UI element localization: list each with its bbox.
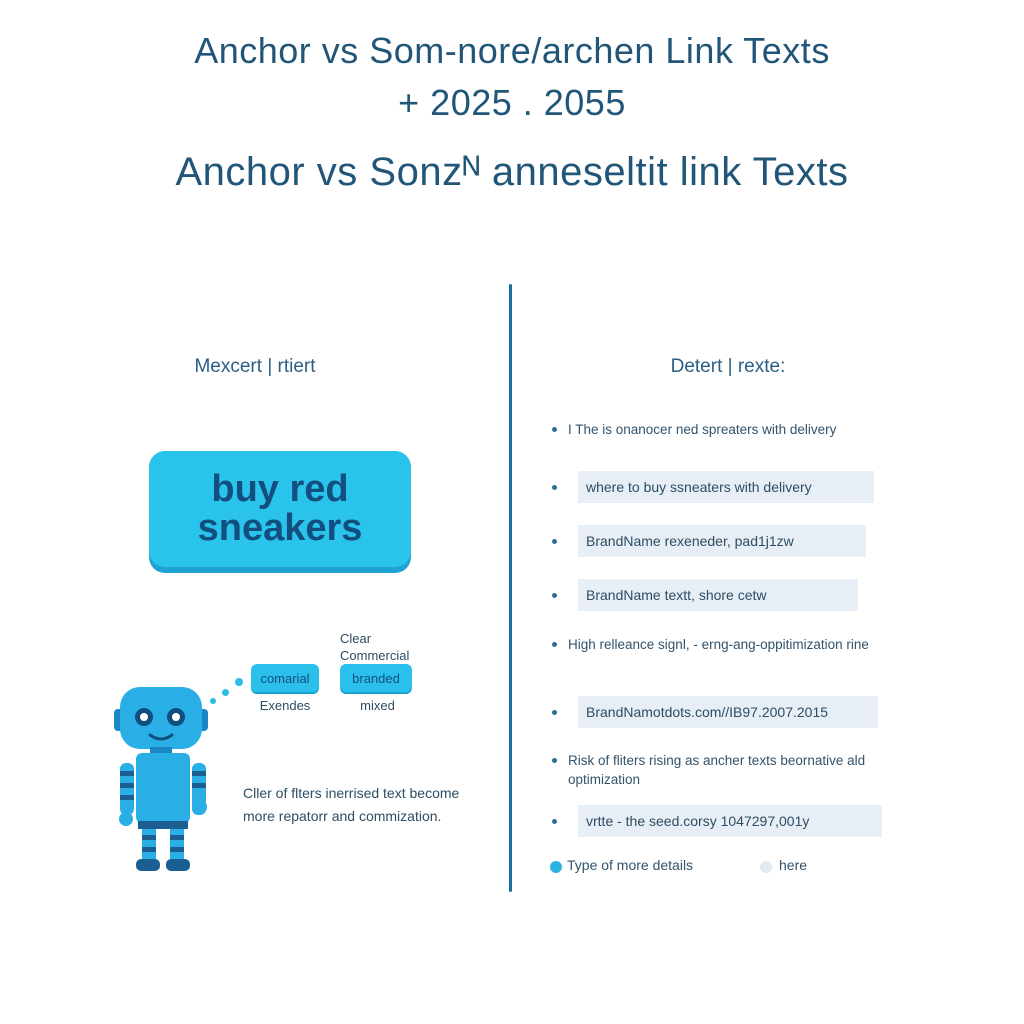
list-item-text: High relleance signl, - erng-ang-oppitimization rine <box>568 637 869 652</box>
legend-dot-here <box>760 861 772 873</box>
list-item-text: Risk of fliters rising as ancher texts beornative ald optimization <box>568 753 866 787</box>
bullet-icon <box>552 593 557 598</box>
tag-branded <box>340 664 412 692</box>
page-title-line-1: Anchor vs Som-nore/archen Link Texts <box>194 30 830 71</box>
bullet-icon <box>552 642 557 647</box>
bullet-icon <box>552 819 557 824</box>
right-column-heading: Detert | rexte: <box>670 356 786 377</box>
anchor-example-chip: where to buy ssneaters with delivery <box>578 471 874 503</box>
anchor-example-chip: BrandName rexeneder, pad1j1zw <box>578 525 866 557</box>
left-note-text: Cller of flters inerrised text become more repatorr and commization. <box>243 785 460 824</box>
list-item-text: I The is onanocer ned spreaters with delivery <box>568 422 837 437</box>
thought-dot <box>222 689 229 696</box>
page-title-years: + 2025 . 2055 <box>398 82 626 123</box>
anchor-text-example-label: buy red sneakers <box>197 468 363 549</box>
anchor-text-example-button <box>149 451 411 567</box>
tag-branded-sublabel: mixed <box>360 698 395 713</box>
legend-label-details: Type of more details <box>567 857 694 873</box>
tag-commercial-sublabel: Exendes <box>259 698 311 713</box>
thought-dot <box>235 678 243 686</box>
bullet-icon <box>552 758 557 763</box>
bullet-icon <box>552 427 557 432</box>
thought-dot <box>210 698 216 704</box>
legend-label-here: here <box>779 857 808 873</box>
bullet-icon <box>552 710 557 715</box>
bullet-icon <box>552 485 557 490</box>
tag-category-label: Clear Commercial <box>340 631 410 663</box>
tag-branded-label: branded <box>352 670 400 686</box>
tag-commercial <box>251 664 319 692</box>
robot-icon <box>110 685 220 875</box>
page-subtitle: Anchor vs Sonᴢᴺ anneseltit link Texts <box>175 150 849 194</box>
bullet-icon <box>552 539 557 544</box>
legend-dot-details <box>550 861 562 873</box>
anchor-example-chip: BrandName textt, shore cetw <box>578 579 858 611</box>
anchor-example-chip: vrtte - the seed.corsy 1047297,001y <box>578 805 882 837</box>
anchor-example-chip: BrandNamotdots.com//IB97.2007.2015 <box>578 696 878 728</box>
tag-commercial-label: comarial <box>260 670 310 686</box>
left-column-heading: Mexcert | rtiert <box>194 356 316 377</box>
